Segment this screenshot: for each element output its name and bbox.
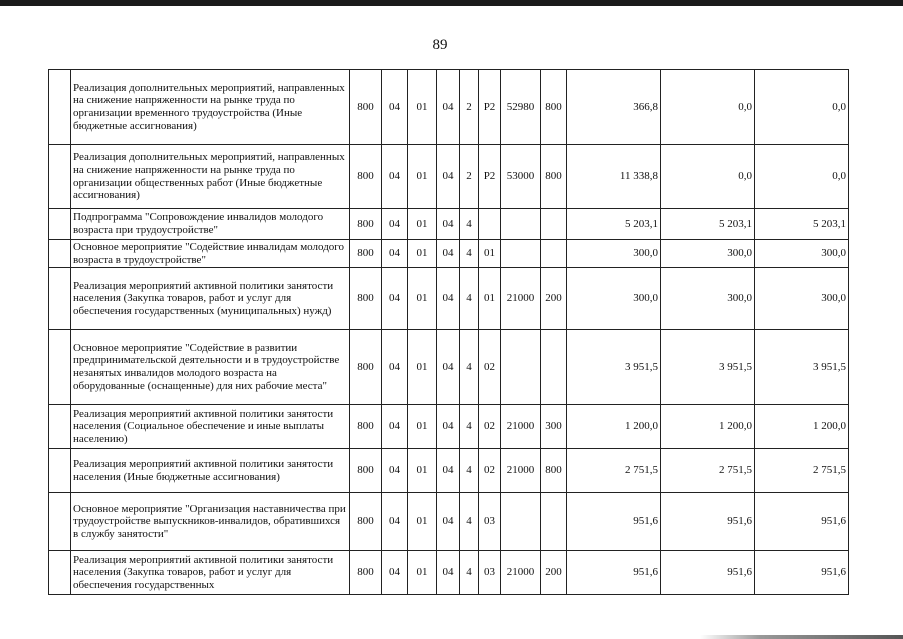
row-margin-cell xyxy=(49,268,71,330)
row-margin-cell xyxy=(49,145,71,209)
code-cell: 04 xyxy=(382,493,408,551)
expense-name: Подпрограмма "Сопровождение инвалидов молодого возраста при трудоустройстве" xyxy=(71,209,350,240)
code-cell: 02 xyxy=(479,449,501,493)
amount-cell: 951,6 xyxy=(755,493,849,551)
amount-cell: 3 951,5 xyxy=(755,330,849,405)
code-cell: 4 xyxy=(460,493,479,551)
code-cell: 800 xyxy=(350,70,382,145)
expense-name: Реализация мероприятий активной политики занятости населения (Закупка товаров, работ и услуг для обеспечения государственных (муниципальных) нужд) xyxy=(71,268,350,330)
table-row xyxy=(49,268,849,330)
code-cell xyxy=(479,209,501,240)
row-margin-cell xyxy=(49,405,71,449)
budget-table xyxy=(48,69,849,595)
amount-cell: 951,6 xyxy=(567,493,661,551)
code-cell: 4 xyxy=(460,449,479,493)
code-cell: 4 xyxy=(460,405,479,449)
code-cell: 800 xyxy=(350,240,382,268)
row-margin-cell xyxy=(49,449,71,493)
amount-cell: 300,0 xyxy=(755,268,849,330)
code-cell: 800 xyxy=(350,551,382,595)
code-cell xyxy=(541,240,567,268)
table-row xyxy=(49,145,849,209)
code-cell: 01 xyxy=(408,449,437,493)
code-cell xyxy=(541,493,567,551)
code-cell: 04 xyxy=(437,70,460,145)
table-row xyxy=(49,330,849,405)
code-cell xyxy=(501,330,541,405)
code-cell: 01 xyxy=(479,240,501,268)
code-cell: 04 xyxy=(437,268,460,330)
amount-cell: 951,6 xyxy=(755,551,849,595)
expense-name: Реализация мероприятий активной политики занятости населения (Иные бюджетные ассигнования) xyxy=(71,449,350,493)
amount-cell: 300,0 xyxy=(567,240,661,268)
expense-name: Реализация дополнительных мероприятий, направленных на снижение напряженности на рынке труда по организации временного трудоустройства (Иные бюджетные ассигнования) xyxy=(71,70,350,145)
code-cell: 300 xyxy=(541,405,567,449)
amount-cell: 1 200,0 xyxy=(755,405,849,449)
code-cell xyxy=(501,240,541,268)
code-cell: 2 xyxy=(460,145,479,209)
code-cell: 2 xyxy=(460,70,479,145)
code-cell: 04 xyxy=(437,405,460,449)
code-cell: 53000 xyxy=(501,145,541,209)
amount-cell: 951,6 xyxy=(567,551,661,595)
code-cell: 01 xyxy=(408,330,437,405)
code-cell: 04 xyxy=(382,551,408,595)
code-cell: 01 xyxy=(408,551,437,595)
code-cell: 04 xyxy=(382,70,408,145)
amount-cell: 3 951,5 xyxy=(661,330,755,405)
code-cell: 800 xyxy=(541,70,567,145)
amount-cell: 11 338,8 xyxy=(567,145,661,209)
code-cell: 800 xyxy=(350,145,382,209)
table-row xyxy=(49,493,849,551)
bottom-edge-shadow xyxy=(0,635,903,639)
row-margin-cell xyxy=(49,493,71,551)
code-cell: 800 xyxy=(350,449,382,493)
amount-cell: 2 751,5 xyxy=(567,449,661,493)
code-cell: 01 xyxy=(408,268,437,330)
amount-cell: 1 200,0 xyxy=(567,405,661,449)
amount-cell: 300,0 xyxy=(755,240,849,268)
code-cell: 52980 xyxy=(501,70,541,145)
row-margin-cell xyxy=(49,330,71,405)
table-row xyxy=(49,70,849,145)
code-cell: 800 xyxy=(350,268,382,330)
code-cell: 21000 xyxy=(501,449,541,493)
row-margin-cell xyxy=(49,551,71,595)
code-cell: 800 xyxy=(541,145,567,209)
code-cell: 200 xyxy=(541,551,567,595)
code-cell: 01 xyxy=(408,240,437,268)
expense-name: Основное мероприятие "Организация наставничества при трудоустройстве выпускников-инвалидов, обратившихся в службу занятости" xyxy=(71,493,350,551)
code-cell: 02 xyxy=(479,405,501,449)
code-cell: 04 xyxy=(382,145,408,209)
code-cell: 04 xyxy=(382,405,408,449)
page-number: 89 xyxy=(432,37,448,53)
table-row xyxy=(49,551,849,595)
code-cell xyxy=(541,209,567,240)
amount-cell: 0,0 xyxy=(755,70,849,145)
code-cell: 04 xyxy=(382,209,408,240)
code-cell: 800 xyxy=(350,330,382,405)
amount-cell: 366,8 xyxy=(567,70,661,145)
amount-cell: 5 203,1 xyxy=(661,209,755,240)
code-cell: 800 xyxy=(350,209,382,240)
row-margin-cell xyxy=(49,240,71,268)
code-cell: 04 xyxy=(437,330,460,405)
top-border-line xyxy=(0,0,903,6)
code-cell: 03 xyxy=(479,493,501,551)
code-cell: 4 xyxy=(460,551,479,595)
code-cell: 21000 xyxy=(501,405,541,449)
code-cell: 01 xyxy=(479,268,501,330)
code-cell: 04 xyxy=(382,449,408,493)
amount-cell: 0,0 xyxy=(661,145,755,209)
code-cell: 4 xyxy=(460,240,479,268)
expense-name: Реализация дополнительных мероприятий, направленных на снижение напряженности на рынке труда по организации общественных работ (Иные бюджетные ассигнования) xyxy=(71,145,350,209)
code-cell: 200 xyxy=(541,268,567,330)
code-cell: 21000 xyxy=(501,551,541,595)
amount-cell: 951,6 xyxy=(661,551,755,595)
amount-cell: 300,0 xyxy=(567,268,661,330)
amount-cell: 300,0 xyxy=(661,240,755,268)
code-cell: 04 xyxy=(437,240,460,268)
table-row xyxy=(49,240,849,268)
row-margin-cell xyxy=(49,209,71,240)
code-cell: 04 xyxy=(437,493,460,551)
amount-cell: 951,6 xyxy=(661,493,755,551)
expense-name: Реализация мероприятий активной политики занятости населения (Закупка товаров, работ и услуг для обеспечения государственных xyxy=(71,551,350,595)
expense-name: Основное мероприятие "Содействие в развитии предпринимательской деятельности и в трудоустройстве незанятых инвалидов молодого возраста на оборудованные (оснащенные) для них рабочие места" xyxy=(71,330,350,405)
amount-cell: 2 751,5 xyxy=(755,449,849,493)
code-cell: 4 xyxy=(460,209,479,240)
code-cell: P2 xyxy=(479,145,501,209)
code-cell: 01 xyxy=(408,405,437,449)
code-cell: 01 xyxy=(408,70,437,145)
code-cell: 01 xyxy=(408,493,437,551)
code-cell: 04 xyxy=(437,209,460,240)
code-cell: 4 xyxy=(460,330,479,405)
expense-name: Основное мероприятие "Содействие инвалидам молодого возраста в трудоустройстве" xyxy=(71,240,350,268)
code-cell: 01 xyxy=(408,209,437,240)
code-cell: 21000 xyxy=(501,268,541,330)
code-cell: 03 xyxy=(479,551,501,595)
amount-cell: 2 751,5 xyxy=(661,449,755,493)
code-cell xyxy=(541,330,567,405)
code-cell xyxy=(501,493,541,551)
amount-cell: 3 951,5 xyxy=(567,330,661,405)
code-cell: P2 xyxy=(479,70,501,145)
code-cell xyxy=(501,209,541,240)
row-margin-cell xyxy=(49,70,71,145)
expense-name: Реализация мероприятий активной политики занятости населения (Социальное обеспечение и иные выплаты населению) xyxy=(71,405,350,449)
code-cell: 04 xyxy=(382,268,408,330)
code-cell: 02 xyxy=(479,330,501,405)
amount-cell: 0,0 xyxy=(661,70,755,145)
amount-cell: 1 200,0 xyxy=(661,405,755,449)
amount-cell: 300,0 xyxy=(661,268,755,330)
code-cell: 800 xyxy=(541,449,567,493)
amount-cell: 5 203,1 xyxy=(567,209,661,240)
code-cell: 04 xyxy=(437,551,460,595)
code-cell: 800 xyxy=(350,405,382,449)
code-cell: 04 xyxy=(437,145,460,209)
code-cell: 04 xyxy=(382,330,408,405)
code-cell: 04 xyxy=(437,449,460,493)
code-cell: 01 xyxy=(408,145,437,209)
code-cell: 800 xyxy=(350,493,382,551)
table-row xyxy=(49,449,849,493)
code-cell: 4 xyxy=(460,268,479,330)
table-row xyxy=(49,405,849,449)
code-cell: 04 xyxy=(382,240,408,268)
table-row xyxy=(49,209,849,240)
amount-cell: 5 203,1 xyxy=(755,209,849,240)
amount-cell: 0,0 xyxy=(755,145,849,209)
